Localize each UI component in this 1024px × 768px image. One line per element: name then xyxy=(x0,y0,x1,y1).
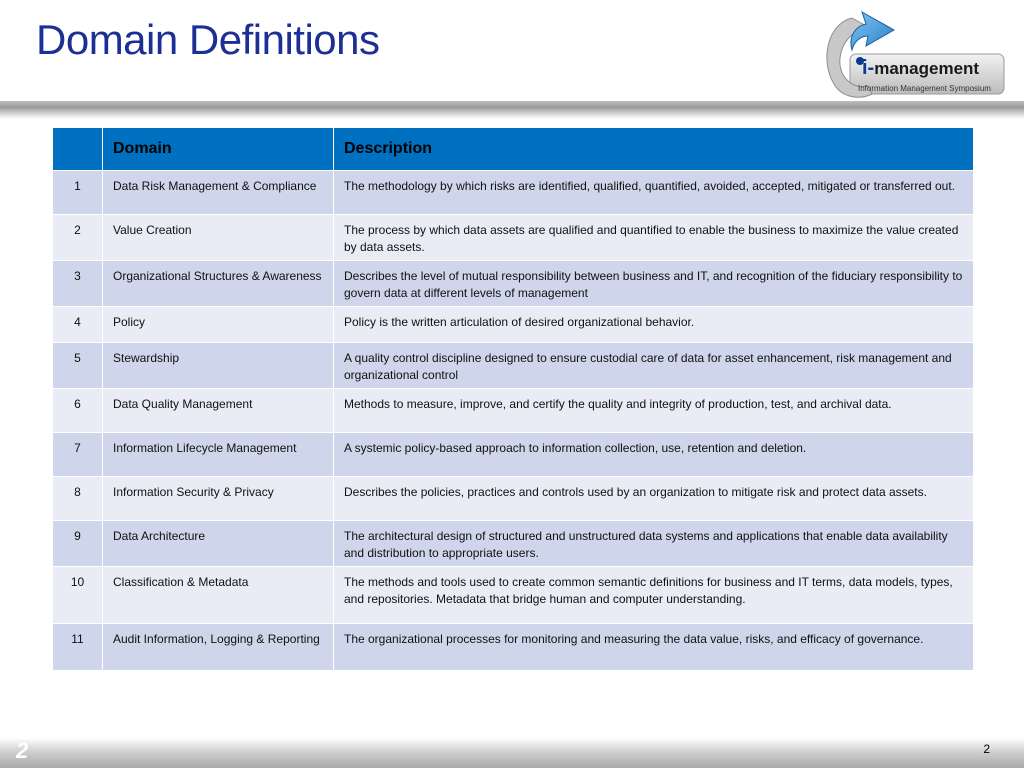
row-domain: Information Lifecycle Management xyxy=(103,433,334,477)
table-row xyxy=(53,307,974,343)
table-row xyxy=(53,171,974,215)
row-number: 8 xyxy=(53,477,103,521)
table-row xyxy=(53,567,974,624)
row-number: 7 xyxy=(53,433,103,477)
table-row xyxy=(53,521,974,567)
row-number: 10 xyxy=(53,567,103,624)
header-domain-column: Domain xyxy=(103,128,334,171)
row-description: Describes the level of mutual responsibility between business and IT, and recognition of the fiduciary responsibility to govern data at different levels of management xyxy=(334,261,974,307)
row-description: Methods to measure, improve, and certify the quality and integrity of production, test, and archival data. xyxy=(334,389,974,433)
row-domain: Audit Information, Logging & Reporting xyxy=(103,624,334,671)
row-description: The architectural design of structured and unstructured data systems and applications that enable data availability and distribution to appropriate users. xyxy=(334,521,974,567)
row-description: Policy is the written articulation of desired organizational behavior. xyxy=(334,307,974,343)
header-description-column: Description xyxy=(334,128,974,171)
row-number: 4 xyxy=(53,307,103,343)
row-domain: Organizational Structures & Awareness xyxy=(103,261,334,307)
row-description: The organizational processes for monitoring and measuring the data value, risks, and efficacy of governance. xyxy=(334,624,974,671)
slide-title: Domain Definitions xyxy=(36,16,380,63)
header-divider-bar xyxy=(0,101,1024,119)
row-domain: Data Quality Management xyxy=(103,389,334,433)
row-description: The methods and tools used to create common semantic definitions for business and IT terms, data models, types, and repositories. Metadata that bridge human and computer understanding. xyxy=(334,567,974,624)
row-description: The methodology by which risks are identified, qualified, quantified, avoided, accepted, mitigated or transferred out. xyxy=(334,171,974,215)
table-row xyxy=(53,477,974,521)
row-domain: Classification & Metadata xyxy=(103,567,334,624)
row-domain: Information Security & Privacy xyxy=(103,477,334,521)
table-row xyxy=(53,261,974,307)
logo-tagline: Information Management Symposium xyxy=(858,84,991,93)
row-description: The process by which data assets are qualified and quantified to enable the business to maximize the value created by data assets. xyxy=(334,215,974,261)
row-description: Describes the policies, practices and controls used by an organization to mitigate risk and protect data assets. xyxy=(334,477,974,521)
footer-bar xyxy=(0,738,1024,768)
footer-slide-number: 2 xyxy=(983,742,990,756)
imanagement-logo xyxy=(812,6,1012,102)
table-header-row xyxy=(53,128,974,171)
logo-brand-text: i-management xyxy=(862,57,980,79)
row-number: 6 xyxy=(53,389,103,433)
footer-slide-number-left: 2 xyxy=(16,738,29,763)
row-number: 3 xyxy=(53,261,103,307)
row-domain: Data Architecture xyxy=(103,521,334,567)
row-domain: Stewardship xyxy=(103,343,334,389)
table-row xyxy=(53,624,974,671)
row-number: 5 xyxy=(53,343,103,389)
row-number: 11 xyxy=(53,624,103,671)
domain-definitions-table xyxy=(52,127,974,671)
table-row xyxy=(53,433,974,477)
row-domain: Value Creation xyxy=(103,215,334,261)
row-number: 2 xyxy=(53,215,103,261)
table-row xyxy=(53,215,974,261)
table-row xyxy=(53,343,974,389)
row-number: 9 xyxy=(53,521,103,567)
row-description: A systemic policy-based approach to information collection, use, retention and deletion. xyxy=(334,433,974,477)
table-row xyxy=(53,389,974,433)
row-description: A quality control discipline designed to ensure custodial care of data for asset enhancement, risk management and organizational control xyxy=(334,343,974,389)
row-domain: Data Risk Management & Compliance xyxy=(103,171,334,215)
row-number: 1 xyxy=(53,171,103,215)
row-domain: Policy xyxy=(103,307,334,343)
header-number-column xyxy=(53,128,103,171)
